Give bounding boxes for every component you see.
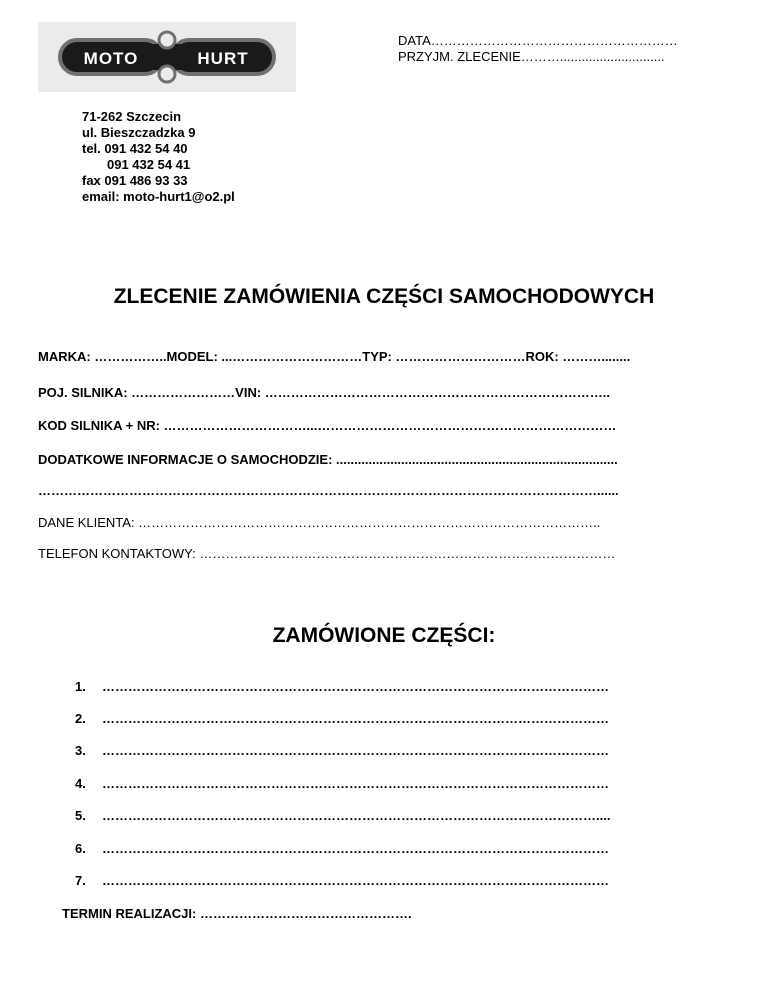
logo-graphic [38,22,296,92]
part-line[interactable] [75,711,609,726]
part-line[interactable] [75,679,609,694]
additional-info-continuation[interactable]: …………………………………………………………………………………………………………………...... [38,483,619,498]
logo-bottom-ring [159,66,175,82]
part-number: 7. [75,873,86,888]
completion-deadline-field[interactable]: TERMIN REALIZACJI: …………………………………………. [62,906,412,921]
part-number: 1. [75,679,86,694]
logo-top-ring [159,32,175,48]
part-number: 6. [75,841,86,856]
company-logo [38,22,296,92]
header-fields [398,33,678,65]
make-model-type-year-field[interactable]: MARKA: ……………..MODEL: ...…………………………TYP: …………………………ROK: ………........ [38,349,631,364]
address-street: ul. Bieszczadzka 9 [82,125,196,140]
contact-phone-field[interactable]: TELEFON KONTAKTOWY: …………………………………………………………………………………… [38,546,616,561]
logo-right-text: HURT [197,49,249,68]
received-by-field[interactable]: PRZYJM. ZLECENIE………............................. [398,49,665,64]
part-line[interactable] [75,841,609,856]
address-phone-2: 091 432 54 41 [107,157,191,172]
part-number: 4. [75,776,86,791]
part-line[interactable] [75,808,610,823]
additional-info-field[interactable]: DODATKOWE INFORMACJE O SAMOCHODZIE: .............................................................................. [38,452,618,467]
part-entry[interactable]: ……………………………………………………………………………………………………… [102,873,609,888]
logo-left-text: MOTO [83,49,139,68]
engine-capacity-vin-field[interactable]: POJ. SILNIKA: ……………………VIN: …………………………………………………………………….. [38,385,611,400]
part-entry[interactable]: ……………………………………………………………………………………………………… [102,679,609,694]
part-number: 2. [75,711,86,726]
form-title: ZLECENIE ZAMÓWIENIA CZĘŚCI SAMOCHODOWYCH [113,285,655,308]
address-fax: fax 091 486 93 33 [82,173,188,188]
ordered-parts-title: ZAMÓWIONE CZĘŚCI: [272,624,496,647]
part-line[interactable] [75,873,609,888]
address-phone-1: tel. 091 432 54 40 [82,141,188,156]
customer-details-field[interactable]: DANE KLIENTA: …………………………………………………………………………………………….. [38,515,601,530]
part-entry[interactable]: ……………………………………………………………………………………………………… [102,743,609,758]
company-address [82,109,235,205]
part-entry[interactable]: ……………………………………………………………………………………………………… [102,841,609,856]
part-number: 5. [75,808,86,823]
part-entry[interactable]: ……………………………………………………………………………………………………… [102,711,609,726]
part-entry[interactable]: …………………………………………………………………………………………………….... [102,808,611,823]
address-city: 71-262 Szczecin [82,109,182,124]
engine-code-field[interactable]: KOD SILNIKA + NR: ……………………………...…………………………………………………………… [38,418,617,433]
address-email: email: moto-hurt1@o2.pl [82,189,235,204]
part-entry[interactable]: ……………………………………………………………………………………………………… [102,776,609,791]
part-line[interactable] [75,743,609,758]
part-line[interactable] [75,776,609,791]
date-field[interactable]: DATA………………………………………………… [398,33,678,48]
part-number: 3. [75,743,86,758]
